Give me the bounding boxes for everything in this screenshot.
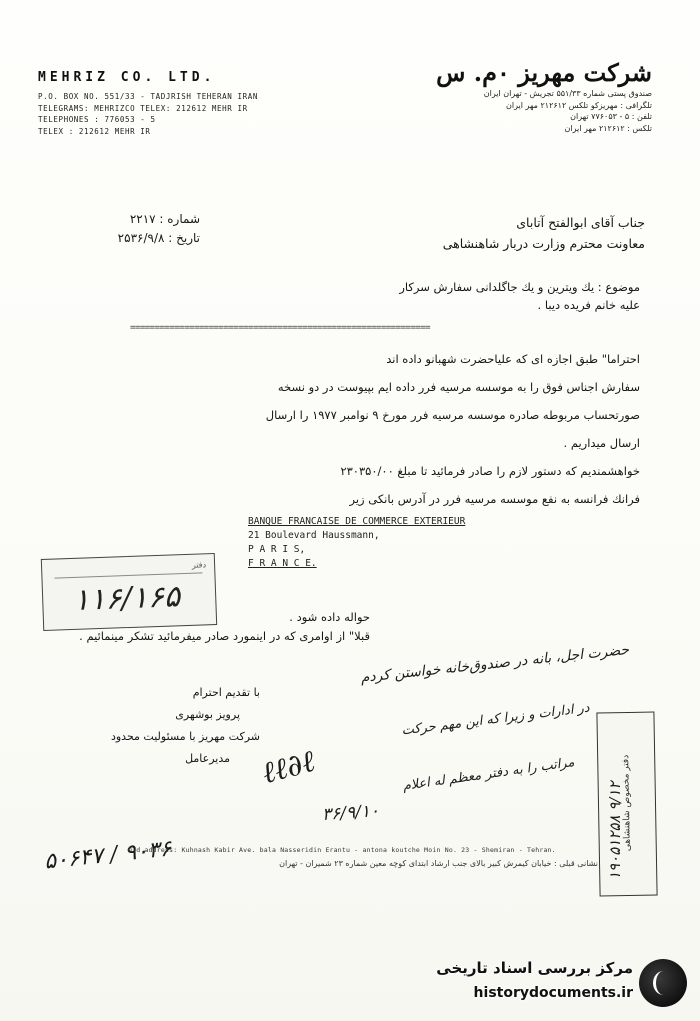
handwritten-note: در ادارات و زیرا که این مهم حرکت <box>400 700 591 739</box>
body-line: ارسال میداریم . <box>563 436 640 450</box>
archive-logo-icon <box>639 959 687 1007</box>
handwritten-date: ۳۶/۹/۱۰ <box>321 801 380 825</box>
body-line: خواهشمندیم که دستور لازم را صادر فرمائید تا مبلغ ۲۳۰۳۵۰/۰۰ <box>340 464 640 478</box>
letterhead-line: صندوق پستی شماره ۵۵۱/۳۳ تجریش - تهران ایران <box>483 89 652 98</box>
bank-address <box>248 515 465 571</box>
stamp-number: ۱۱۶/۱۶۵ <box>72 579 181 618</box>
stamp-divider <box>54 572 202 578</box>
addressee-title: معاونت محترم وزارت دربار شاهنشاهی <box>442 236 645 251</box>
addressee-name: جناب آقای ابوالفتح آتابای <box>516 215 645 230</box>
transfer-note <box>289 605 370 629</box>
transfer-line: حواله داده شود . <box>289 610 370 624</box>
letter-date: تاریخ : ۲۵۳۶/۹/۸ <box>117 231 200 245</box>
addressee <box>443 212 645 254</box>
received-stamp <box>41 553 217 631</box>
footer-persian: نشانی قبلی : خیابان کیمرش کبیر بالای جنب ارشاد ابتدای کوچه معین شماره ۲۳ شمیران - تهران <box>279 859 598 868</box>
letterhead-line: P.O. BOX NO. 551/33 - TADJRISH TEHERAN IRAN <box>38 92 258 101</box>
body-line: احتراما" طبق اجازه ای که علیاحضرت شهبانو داده اند <box>386 352 640 366</box>
margin-note: ۵۰۶۴۷ / ۹۰۳۶ <box>43 836 173 875</box>
signature-block <box>111 682 260 770</box>
body-line: سفارش اجناس فوق را به موسسه مرسیه فرر داده ایم بپیوست در دو نسخه <box>277 380 640 394</box>
company-name-persian: شرکت مهریز ۰م. س <box>436 58 652 87</box>
subject-line: علیه خانم فریده دیبا . <box>537 298 640 312</box>
letterhead-footer <box>128 846 598 868</box>
body-line: فرانك فرانسه به نفع موسسه مرسیه فرر در آدرس بانکی زیر <box>349 492 640 506</box>
letterhead-line: TELEPHONES : 776053 - 5 <box>38 115 156 124</box>
registry-stamp-number: ۱۹۰۵۱۲۵۸ ۹/۱۲ <box>606 781 624 880</box>
signatory-title: مدیرعامل <box>185 752 230 765</box>
thanks-line: قبلا" از اوامری که در اینمورد صادر میفرمائید تشکر مینمائیم . <box>79 629 370 643</box>
letterhead-line: تلفن : ۵ - ۷۷۶۰۵۳ تهران <box>570 112 652 121</box>
watermark-persian: مرکز بررسی اسناد تاریخی <box>436 959 633 977</box>
subject-line: موضوع : یك ویترین و یك جاگلدانی سفارش سرکار <box>399 280 640 294</box>
watermark-url: historydocuments.ir <box>473 985 633 1001</box>
letterhead-persian <box>412 58 652 134</box>
signatory-name: پرویز بوشهری <box>175 708 240 721</box>
registry-stamp-label: دفتر مخصوص شاهنشاهی <box>621 754 633 852</box>
handwritten-note: حضرت اجل، بانه در صندوق‌خانه خواستن کردم <box>360 641 631 687</box>
bank-city: P A R I S, <box>248 544 306 555</box>
body-line: صورتحساب مربوطه صادره موسسه مرسیه فرر مورخ ۹ نوامبر ۱۹۷۷ را ارسال <box>265 408 640 422</box>
handwritten-signature: ℓℓ∂ℓ <box>258 743 319 792</box>
footer-english: Old address: Kuhnash Kabir Ave. bala Nasseridin Erantu - antona koutche Moin No. 23 - Shemiran - Tehran. <box>128 846 556 854</box>
letterhead-line: تلگرافی : مهریزکو تلکس ۲۱۲۶۱۲ مهر ایران <box>506 100 652 110</box>
handwritten-note: مراتب را به دفتر معظم له اعلام <box>401 755 576 794</box>
bank-street: 21 Boulevard Haussmann, <box>248 530 380 541</box>
letterhead-line: TELEX : 212612 MEHR IR <box>38 126 151 136</box>
closing: با تقدیم احترام <box>192 686 260 699</box>
bank-country: F R A N C E. <box>248 558 317 569</box>
subject <box>399 278 640 314</box>
signatory-company: شرکت مهریز با مسئولیت محدود <box>110 730 260 743</box>
bank-name: BANQUE FRANCAISE DE COMMERCE EXTERIEUR <box>248 516 466 527</box>
stamp-header: دفتر <box>191 560 207 570</box>
letter-number: شماره : ۲۲۱۷ <box>129 212 200 226</box>
reference-block <box>50 210 200 248</box>
separator-rule: ============================================================= <box>130 323 431 333</box>
letterhead-line: تلکس : ۲۱۲۶۱۲ مهر ایران <box>564 123 652 133</box>
company-name-english: MEHRIZ CO. LTD. <box>38 70 216 85</box>
letterhead-line: TELEGRAMS: MEHRIZCO TELEX: 212612 MEHR IR <box>38 103 248 113</box>
letter-body <box>70 345 640 513</box>
letterhead-english <box>38 70 298 137</box>
archive-watermark <box>405 955 695 1017</box>
